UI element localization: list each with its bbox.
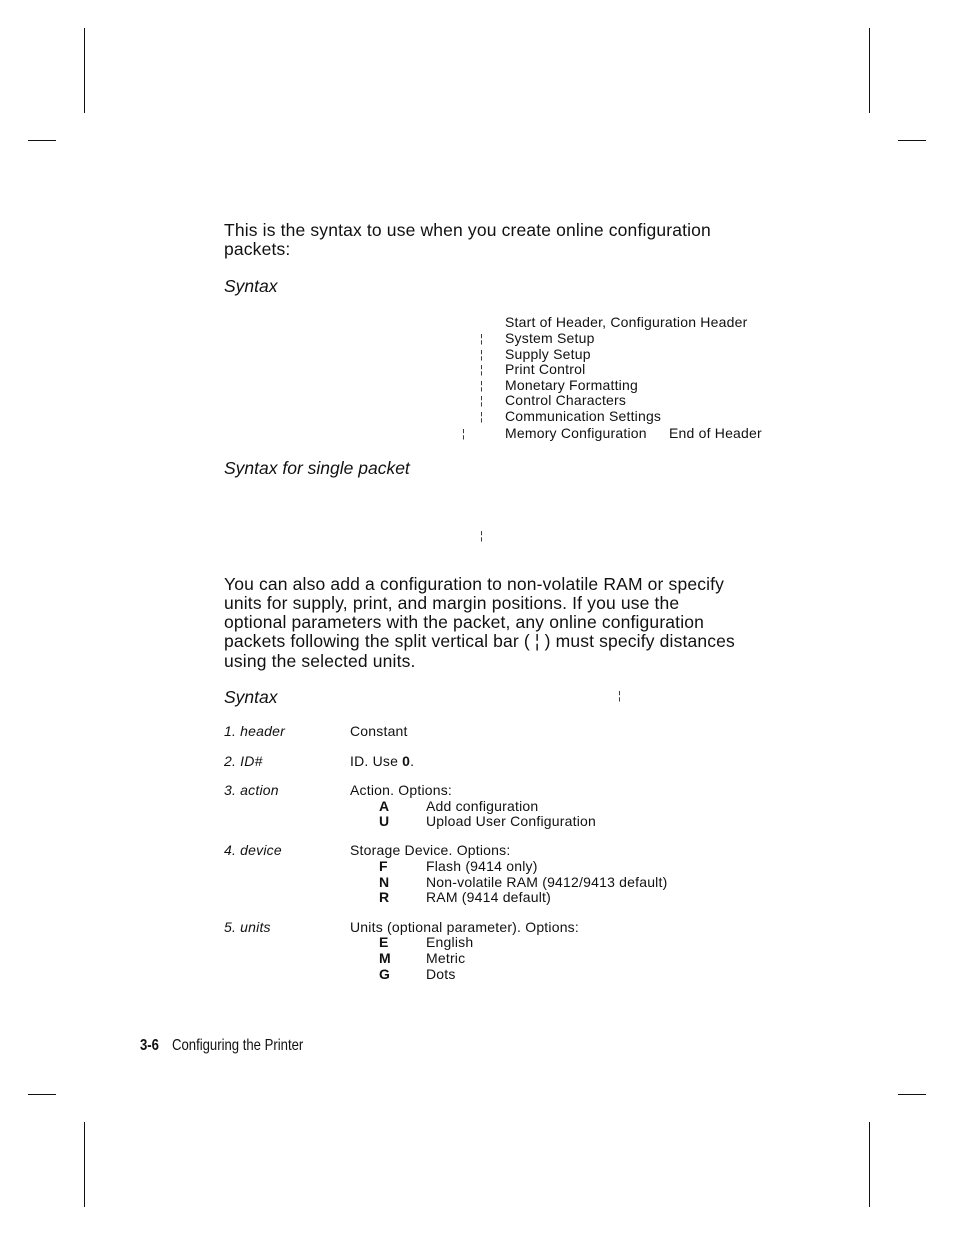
split-bar: ¦ — [480, 411, 483, 423]
end-of-header: End of Header — [669, 425, 762, 441]
param-term: 3. action — [224, 782, 279, 798]
crop-mark-bottom-left-vertical — [84, 1122, 85, 1207]
param-def: Storage Device. Options: — [350, 842, 511, 858]
single-packet-heading: Syntax for single packet — [224, 458, 410, 478]
crop-mark-top-right-vertical — [869, 28, 870, 113]
syntax-item: Control Characters — [505, 392, 627, 408]
option-desc: English — [426, 934, 474, 950]
option-key: M — [379, 950, 391, 966]
split-bar: ¦ — [480, 395, 483, 407]
syntax-item: Supply Setup — [505, 346, 591, 362]
syntax-item: Start of Header, Configuration Header — [505, 314, 748, 330]
crop-mark-bottom-right-horizontal — [898, 1094, 926, 1095]
option-desc: Upload User Configuration — [426, 813, 596, 829]
option-key: G — [379, 966, 390, 982]
option-desc: Metric — [426, 950, 466, 966]
param-def: Units (optional parameter). Options: — [350, 919, 579, 935]
param-def-text: . — [410, 753, 415, 769]
crop-mark-top-right-horizontal — [898, 140, 926, 141]
paragraph-line: packets following the split vertical bar ( ¦ ) must specify distances — [224, 631, 735, 651]
option-desc: Non-volatile RAM (9412/9413 default) — [426, 874, 668, 890]
option-key: N — [379, 874, 390, 890]
paragraph-line: using the selected units. — [224, 651, 416, 671]
split-bar: ¦ — [618, 690, 621, 702]
param-def-value: 0 — [402, 753, 411, 769]
param-term: 1. header — [224, 723, 285, 739]
option-desc: RAM (9414 default) — [426, 889, 551, 905]
option-key: U — [379, 813, 390, 829]
intro-line-1: This is the syntax to use when you create online configuration — [224, 220, 711, 240]
crop-mark-top-left-horizontal — [28, 140, 56, 141]
param-def: Action. Options: — [350, 782, 453, 798]
paragraph-line: units for supply, print, and margin positions. If you use the — [224, 593, 680, 613]
page-number: 3-6 — [140, 1037, 159, 1054]
option-desc: Flash (9414 only) — [426, 858, 538, 874]
syntax-item: Memory Configuration — [505, 425, 647, 441]
param-def-text: ID. Use — [350, 753, 403, 769]
split-bar: ¦ — [480, 380, 483, 392]
syntax-item: Communication Settings — [505, 408, 662, 424]
paragraph-line: optional parameters with the packet, any online configuration — [224, 612, 704, 632]
param-def — [350, 753, 414, 769]
param-term: 4. device — [224, 842, 282, 858]
section-title: Configuring the Printer — [172, 1037, 304, 1054]
paragraph-line: You can also add a configuration to non-volatile RAM or specify — [224, 574, 725, 594]
syntax-heading: Syntax — [224, 276, 278, 296]
option-key: R — [379, 889, 390, 905]
intro-line-2: packets: — [224, 239, 291, 259]
option-key: F — [379, 858, 388, 874]
option-key: E — [379, 934, 389, 950]
option-desc: Add configuration — [426, 798, 539, 814]
crop-mark-bottom-left-horizontal — [28, 1094, 56, 1095]
param-term: 5. units — [224, 919, 271, 935]
syntax-heading-2: Syntax — [224, 687, 278, 707]
syntax-item: Print Control — [505, 361, 586, 377]
option-key: A — [379, 798, 390, 814]
crop-mark-top-left-vertical — [84, 28, 85, 113]
option-desc: Dots — [426, 966, 456, 982]
param-term: 2. ID# — [224, 753, 263, 769]
split-bar: ¦ — [480, 349, 483, 361]
crop-mark-bottom-right-vertical — [869, 1122, 870, 1207]
split-bar: ¦ — [480, 364, 483, 376]
syntax-item: Monetary Formatting — [505, 377, 638, 393]
split-bar: ¦ — [480, 333, 483, 345]
split-bar: ¦ — [462, 428, 465, 440]
syntax-item: System Setup — [505, 330, 595, 346]
param-def: Constant — [350, 723, 408, 739]
split-bar: ¦ — [480, 530, 483, 542]
